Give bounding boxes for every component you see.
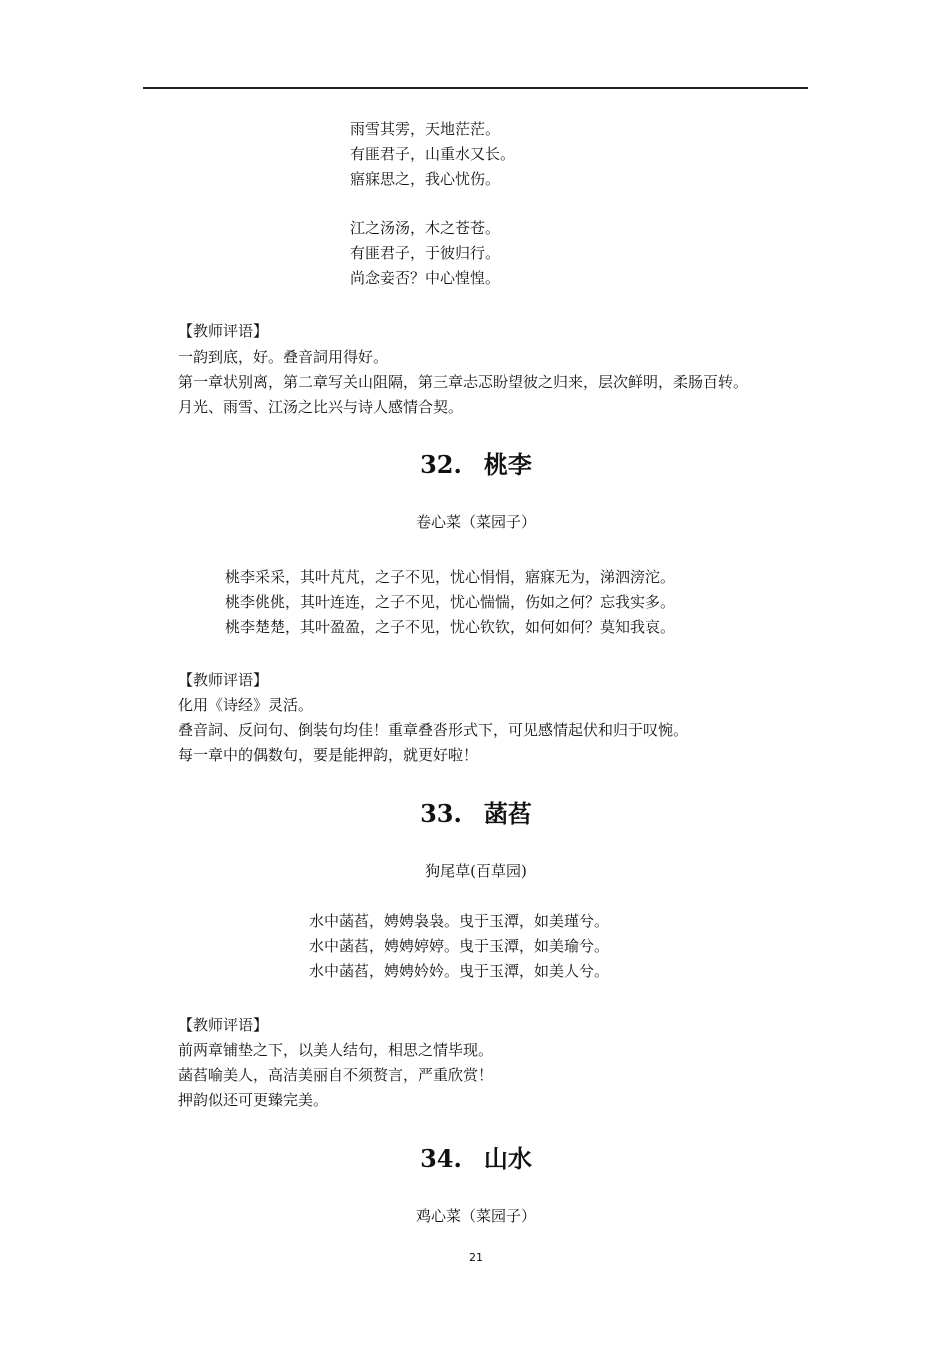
header-rule: [143, 87, 808, 89]
teacher-comment-line: 一韵到底，好。叠音詞用得好。: [178, 348, 389, 366]
teacher-comment-line: 化用《诗经》灵活。: [178, 696, 314, 714]
poem-title: 山水: [483, 1145, 532, 1173]
poem-author: 卷心菜（菜园子）: [415, 513, 536, 531]
teacher-comment-label: 【教师评语】: [178, 322, 269, 340]
poem-line: 水中菡萏，娉娉袅袅。曳于玉潭，如美瑾兮。: [309, 912, 610, 930]
poem-line: 有匪君子，于彼归行。: [350, 244, 501, 262]
poem-title: 桃李: [483, 451, 532, 479]
poem-line: 水中菡萏，娉娉婷婷。曳于玉潭，如美瑜兮。: [309, 937, 610, 955]
teacher-comment-line: 第一章状别离，第二章写关山阻隔，第三章忐忑盼望彼之归来，层次鲜明，柔肠百转。: [178, 373, 749, 391]
teacher-comment-label: 【教师评语】: [178, 1016, 269, 1034]
poem-number: 32.: [420, 450, 462, 479]
poem-line: 寤寐思之，我心忧伤。: [350, 170, 501, 188]
poem-heading: [0, 450, 952, 480]
teacher-comment-line: 月光、雨雪、江汤之比兴与诗人感情合契。: [178, 398, 464, 416]
teacher-comment-line: 押韵似还可更臻完美。: [178, 1091, 329, 1109]
teacher-comment-line: 每一章中的偶数句，要是能押韵，就更好啦！: [178, 746, 479, 764]
poem-line: 桃李采采，其叶芃芃，之子不见，忧心悁悁，寤寐无为，涕泗滂沱。: [225, 568, 676, 586]
poem-line: 桃李楚楚，其叶盈盈，之子不见，忧心钦钦，如何如何？莫知我哀。: [225, 618, 676, 636]
poem-line: 有匪君子，山重水又长。: [350, 145, 516, 163]
teacher-comment-line: 前两章铺垫之下，以美人结句，相思之情毕现。: [178, 1041, 494, 1059]
poem-line: 桃李佻佻，其叶连连，之子不见，忧心惴惴，伤如之何？忘我实多。: [225, 593, 676, 611]
poem-line: 雨雪其雱，天地茫茫。: [350, 120, 501, 138]
poem-author: 狗尾草(百草园): [425, 862, 527, 880]
teacher-comment-line: 叠音詞、反问句、倒装句均佳！重章叠沓形式下，可见感情起伏和归于叹惋。: [178, 721, 689, 739]
poem-line: 水中菡萏，娉娉妗妗。曳于玉潭，如美人兮。: [309, 962, 610, 980]
poem-line: 江之汤汤，木之苍苍。: [350, 219, 501, 237]
poem-line: 尚念妾否？中心惶惶。: [350, 269, 501, 287]
poem-number: 33.: [420, 799, 462, 828]
poem-author: 鸡心菜（菜园子）: [415, 1207, 536, 1225]
poem-title: 菡萏: [483, 800, 532, 828]
teacher-comment-label: 【教师评语】: [178, 671, 269, 689]
poem-heading: [0, 799, 952, 829]
poem-number: 34.: [420, 1144, 462, 1173]
poem-heading: [0, 1144, 952, 1174]
teacher-comment-line: 菡萏喻美人，高洁美丽自不须赘言，严重欣赏！: [178, 1066, 494, 1084]
page-number: 21: [469, 1251, 483, 1264]
